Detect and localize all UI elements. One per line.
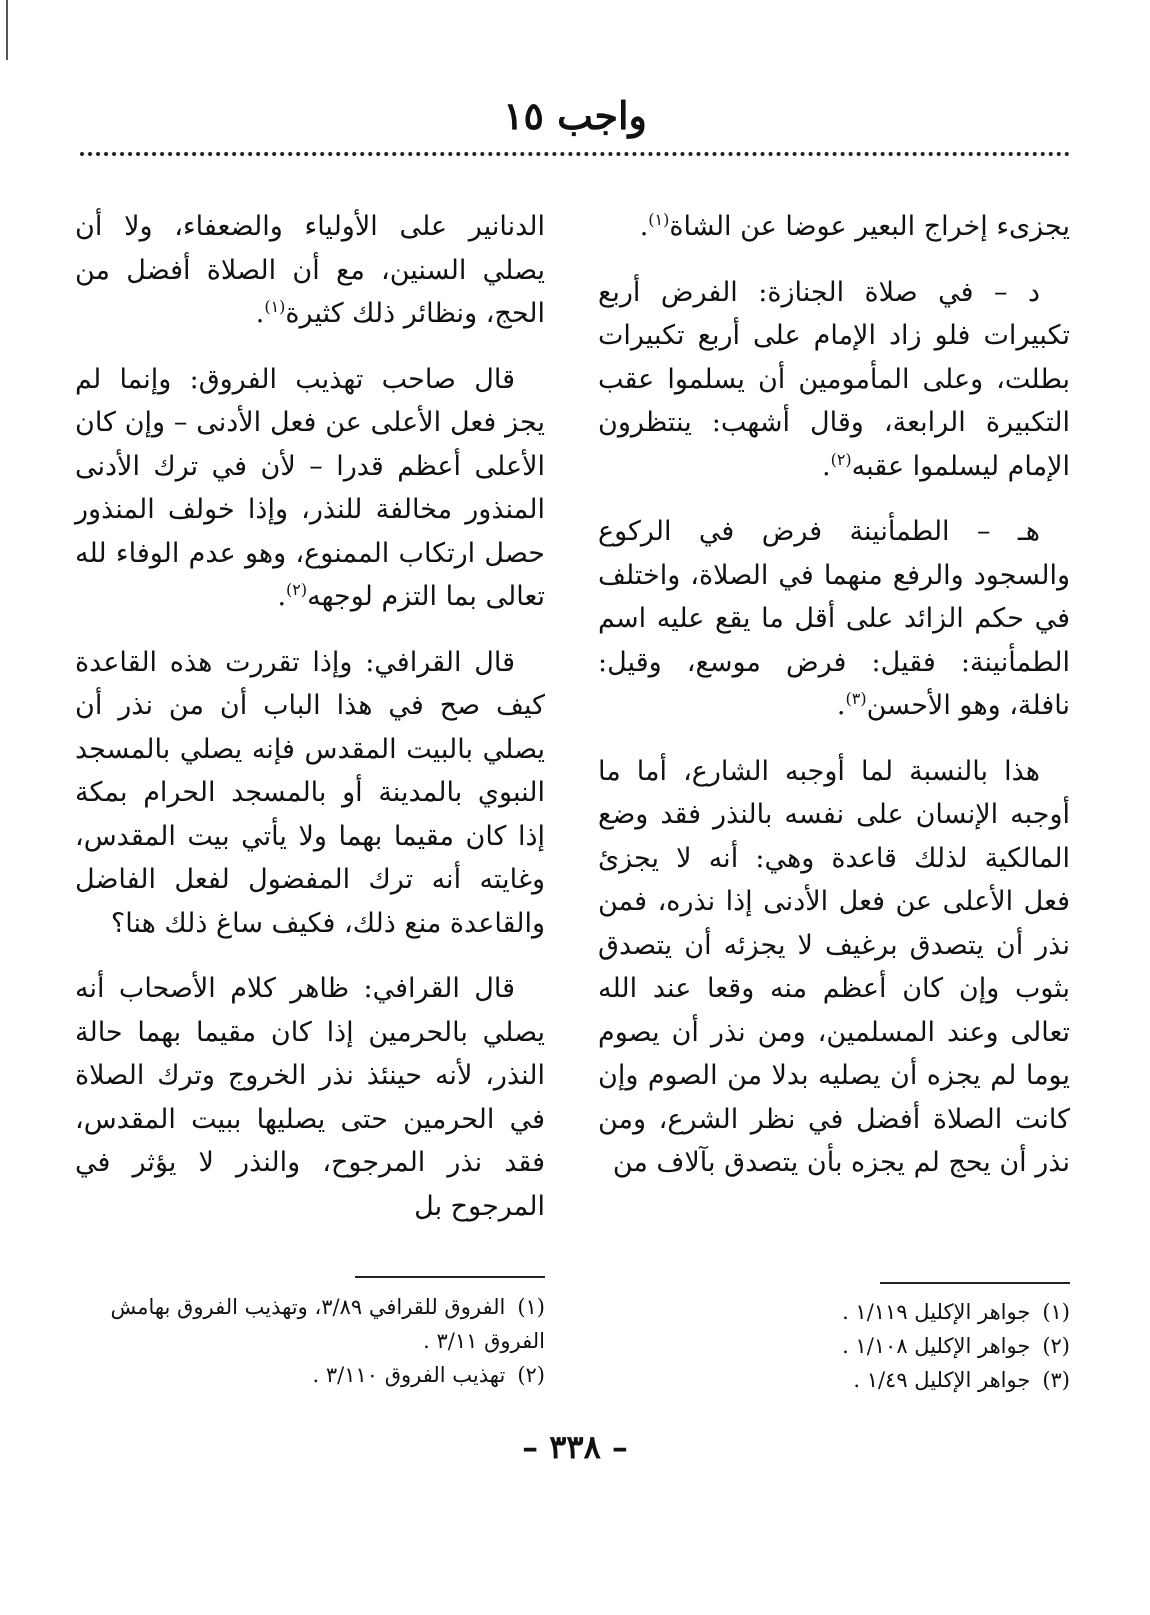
paragraph: قال القرافي: وإذا تقررت هذه القاعدة كيف صح في هذا الباب أن من نذر أن يصلي بالبيت المقدس فإنه يصلي بالمسجد النبوي بالمدينة أو بالمسجد الحرام بمكة إذا كان مقيما بهما ولا يأتي بيت المقدس، وغايته أنه ترك المفضول لفعل الفاضل والقاعدة منع ذلك، فكيف ساغ ذلك هنا؟: [75, 646, 545, 939]
right-text-column: [598, 205, 1070, 1207]
footnote-ref: (٢): [830, 449, 852, 469]
paragraph: قال صاحب تهذيب الفروق: وإنما لم يجز فعل الأعلى عن فعل الأدنى – وإن كان الأعلى أعظم قدرا – لأن في ترك الأدنى المنذور مخالفة للنذر، وإذا خولف المنذور حصل ارتكاب الممنوع، وهو عدم الوفاء لله تعالى بما التزم لوجهه$^{(٢)}$.: [75, 363, 545, 612]
footnote: (١)جواهر الإكليل ١/١١٩ .: [842, 1300, 1070, 1324]
page-header-title: واجب ١٥: [503, 93, 647, 138]
footnote: (٢)جواهر الإكليل ١/١٠٨ .: [842, 1334, 1070, 1358]
paragraph: يجزىء إخراج البعير عوضا عن الشاة$^{(١)}$.: [639, 210, 1070, 242]
footnote-ref: (١): [264, 297, 286, 316]
footnote: (٣)جواهر الإكليل ١/٤٩ .: [853, 1368, 1070, 1392]
footnote-ref: (١): [648, 210, 670, 229]
footnote-ref: (٢): [286, 580, 308, 599]
paragraph: قال القرافي: ظاهر كلام الأصحاب أنه يصلي بالحرمين إذا كان مقيما بهما حالة النذر، لأنه حينئذ نذر الخروج وترك الصلاة في الحرمين حتى يصليها ببيت المقدس، فقد نذر المرجوح، والنذر لا يؤثر في المرجوح بل: [75, 973, 545, 1222]
paragraph: د – في صلاة الجنازة: الفرض أربع تكبيرات فلو زاد الإمام على أربع تكبيرات بطلت، وعلى المأمومين أن يسلموا عقب التكبيرة الرابعة، وقال أشهب: ينتظرون الإمام ليسلموا عقبه$^{(٢)}$.: [598, 276, 1070, 482]
footnotes-right: [650, 1295, 1070, 1397]
scan-edge-mark: [6, 0, 8, 60]
footnote: (١)الفروق للقرافي ٣/٨٩، وتهذيب الفروق بهامش الفروق ٣/١١ .: [110, 1295, 545, 1353]
paragraph: الدنانير على الأولياء والضعفاء، ولا أن يصلي السنين، مع أن الصلاة أفضل من الحج، ونظائر ذلك كثيرة$^{(١)}$.: [75, 211, 545, 329]
footnote-divider-left: [355, 1276, 545, 1278]
footnote-divider-right: [880, 1282, 1070, 1284]
paragraph: هـ – الطمأنينة فرض في الركوع والسجود والرفع منهما في الصلاة، واختلف في حكم الزائد على أقل ما يقع عليه اسم الطمأنينة: فقيل: فرض موسع، وقيل: نافلة، وهو الأحسن$^{(٣)}$.: [598, 516, 1070, 721]
footnote-ref: (٣): [845, 689, 867, 708]
page-number: – ٣٣٨ –: [522, 1428, 628, 1466]
header-dotted-rule: [80, 152, 1070, 156]
footnotes-left: [75, 1290, 545, 1392]
paragraph: هذا بالنسبة لما أوجبه الشارع، أما ما أوجبه الإنسان على نفسه بالنذر فقد وضع المالكية لذلك قاعدة وهي: أنه لا يجزئ فعل الأعلى عن فعل الأدنى إذا نذره، فمن نذر أن يتصدق برغيف لا يجزئه أن يتصدق بثوب وإن كان أعظم منه وقعا عند الله تعالى وعند المسلمين، ومن نذر أن يصوم يوما لم يجزه أن يصليه بدلا من الصوم وإن كانت الصلاة أفضل في نظر الشرع، ومن نذر أن يحج لم يجزه بأن يتصدق بآلاف من: [598, 755, 1071, 1178]
left-text-column: [75, 205, 545, 1250]
footnote: (٢)تهذيب الفروق ٣/١١٠ .: [312, 1363, 545, 1387]
